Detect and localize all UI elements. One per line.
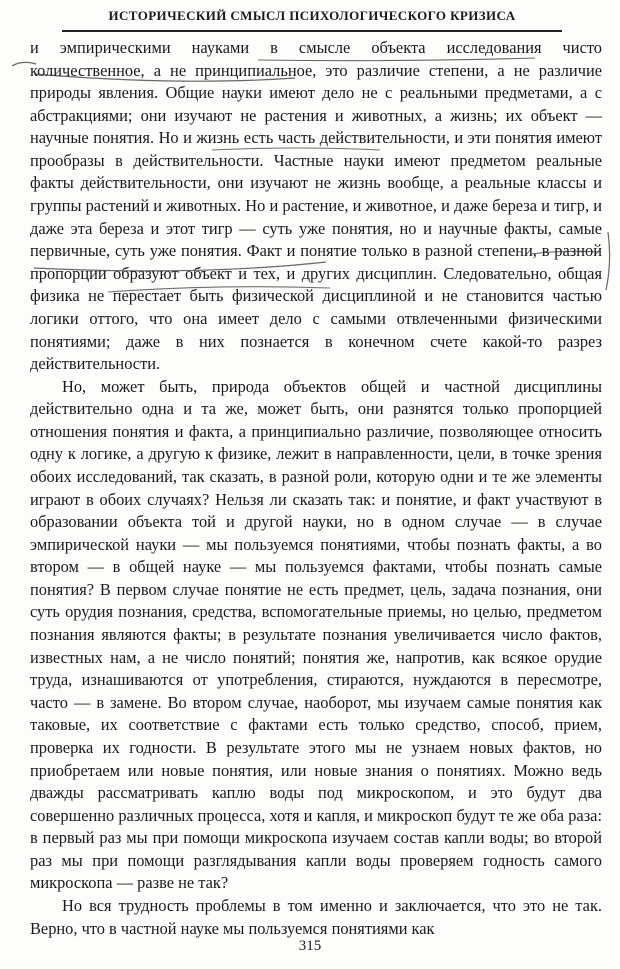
body-text bbox=[30, 37, 602, 940]
paragraph: Но вся трудность проблемы в том именно и заключается, что это не так. Верно, что в частной науке мы пользуемся понятиями как bbox=[30, 895, 602, 938]
pencil-margin-bracket bbox=[606, 232, 610, 290]
running-head: ИСТОРИЧЕСКИЙ СМЫСЛ ПСИХОЛОГИЧЕСКОГО КРИЗИСА bbox=[108, 8, 516, 23]
page-number: 315 bbox=[298, 938, 322, 954]
paragraph: Но, может быть, природа объектов общей и частной дисциплины действительно одна и та же, может быть, они разнятся только пропорцией отношения понятия и факта, а принципиально различие, позволяющее относить одну к логике, а другую к физике, лежит в направленности, цели, в точке зрения обоих исследований, так сказать, в разной роли, которую одни и те же элементы играют в обоих случаях? Нельзя ли сказать так: и понятие, и факт участвуют в образовании объекта той и другой науки, но в одном случае — в случае эмпирической науки — мы пользуемся понятиями, чтобы познать факты, а во втором — в общей науке — мы пользуемся фактами, чтобы познать самые понятия? В первом случае понятие не есть предмет, цель, задача познания, они суть орудия познания, средства, вспомогательные приемы, но целью, предметом познания являются факты; в результате познания увеличивается число фактов, известных нам, а не число понятий; понятия же, напротив, как всякое орудие труда, изнашиваются от употребления, стираются, нуждаются в пересмотре, часто — в замене. Во втором случае, наоборот, мы изучаем самые понятия как таковые, их соответствие с фактами есть только средство, способ, прием, проверка их годности. В результате этого мы не узнаем новых фактов, но приобретаем или новые понятия, или новые знания о понятиях. Можно ведь дважды рассматривать каплю воды под микроскопом, и это будут два совершенно различных процесса, хотя и капля, и микроскоп будут те же оба раза: в первый раз мы при помощи микроскопа изучаем состав капли воды; во второй раз мы при помощи разглядывания капли воды проверяем годность самого микроскопа — разве не так? bbox=[30, 376, 602, 893]
paragraph-continued: и эмпирическими науками в смысле объекта исследования чисто количественное, а не принципиальное, это различие степени, а не различие природы явления. Общие науки имеют дело не с реальными предметами, а с абстракциями; они изучают не растения и животных, а жизнь; их объект — научные понятия. Но и жизнь есть часть действительности, и эти понятия имеют прообразы в действительности. Частные науки имеют предметом реальные факты действительности, они изучают не жизнь вообще, а реальные классы и группы растений и животных. Но и растение, и животное, и даже береза и тигр, и даже эта береза и этот тигр — суть уже понятия, но и научные факты, самые первичные, суть уже понятия. Факт и понятие только в разной степени, в разной пропорции образуют объект и тех, и других дисциплин. Следовательно, общая физика не перестает быть физической дисциплиной и не становится частью логики оттого, что она имеет дело с самыми отвлеченными физическими понятиями; даже в них познается в конечном счете какой-то разрез действительности. bbox=[30, 38, 602, 374]
header-rule bbox=[62, 30, 562, 32]
